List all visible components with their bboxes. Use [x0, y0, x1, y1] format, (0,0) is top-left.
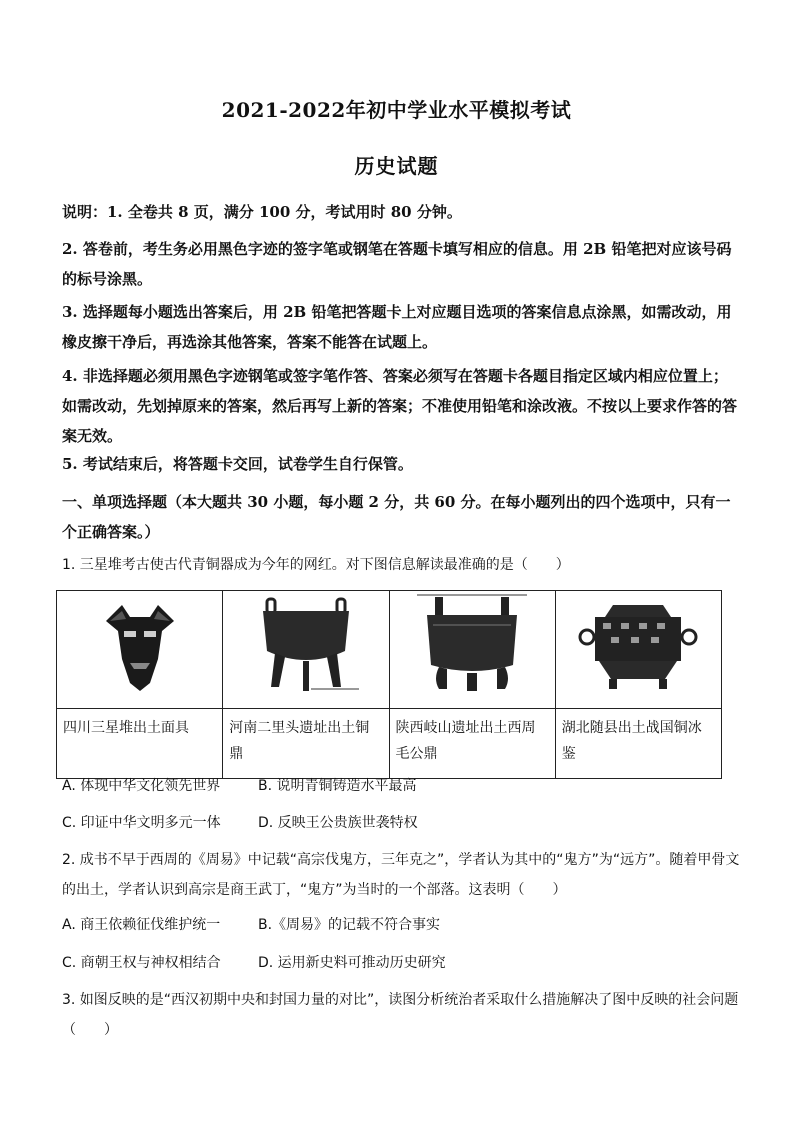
- relic-caption-3: 陕西岐山遗址出土西周毛公鼎: [389, 709, 555, 779]
- question-2-stem: 2. 成书不早于西周的《周易》中记载“高宗伐鬼方，三年克之”，学者认为其中的“鬼方”为“远方”。随着甲骨文的出土，学者认识到高宗是商王武丁，“鬼方”为当时的一个部落。这表明（ ）: [62, 852, 740, 898]
- instruction-5: 5. 考试结束后，将答题卡交回，试卷学生自行保管。: [62, 455, 413, 473]
- relics-table: [56, 590, 722, 779]
- exam-subject: 历史试题: [354, 154, 439, 178]
- exam-title: 2021-2022年初中学业水平模拟考试: [221, 98, 572, 122]
- question-3-stem: 3. 如图反映的是“西汉初期中央和封国力量的对比”，读图分析统治者采取什么措施解决了图中反映的社会问题（ ）: [62, 992, 739, 1038]
- bronze-mask-image: [100, 591, 180, 701]
- q2-option-c[interactable]: C. 商朝王权与神权相结合: [62, 955, 221, 971]
- q2-option-b[interactable]: B.《周易》的记载不符合事实: [258, 917, 441, 933]
- section-heading: 一、单项选择题（本大题共 30 小题，每小题 2 分，共 60 分。在每小题列出的四个选项中，只有一个正确答案。）: [62, 493, 731, 541]
- q1-option-b[interactable]: B. 说明青铜铸造水平最高: [258, 778, 417, 794]
- relic-cell-erlitou: [223, 591, 389, 709]
- maogong-ding-image: [417, 591, 527, 701]
- relic-cell-jian: [555, 591, 721, 709]
- q1-option-c[interactable]: C. 印证中华文明多元一体: [62, 815, 221, 831]
- instruction-1: 说明：1. 全卷共 8 页，满分 100 分，考试用时 80 分钟。: [62, 203, 462, 221]
- relic-caption-1: 四川三星堆出土面具: [57, 709, 223, 779]
- instruction-2: 2. 答卷前，考生务必用黑色字迹的签字笔或钢笔在答题卡填写相应的信息。用 2B 铅笔把对应该号码的标号涂黑。: [62, 240, 732, 288]
- erlitou-ding-image: [251, 591, 361, 701]
- relic-cell-maogong: [389, 591, 555, 709]
- instruction-4: 4. 非选择题必须用黑色字迹钢笔或签字笔作答、答案必须写在答题卡各题目指定区域内相应位置上；如需改动，先划掉原来的答案，然后再写上新的答案；不准使用铅笔和涂改液。不按以上要求作答的答案无效。: [62, 367, 738, 445]
- relic-cell-mask: [57, 591, 223, 709]
- question-1-stem: 1. 三星堆考古使古代青铜器成为今年的网红。对下图信息解读最准确的是（ ）: [62, 557, 570, 573]
- relic-caption-4: 湖北随县出土战国铜冰鉴: [555, 709, 721, 779]
- bronze-ice-jian-image: [573, 591, 703, 701]
- q1-option-a[interactable]: A. 体现中华文化领先世界: [62, 778, 221, 794]
- q2-option-d[interactable]: D. 运用新史料可推动历史研究: [258, 955, 446, 971]
- relic-caption-2: 河南二里头遗址出土铜鼎: [223, 709, 389, 779]
- q1-option-d[interactable]: D. 反映王公贵族世袭特权: [258, 815, 418, 831]
- instruction-3: 3. 选择题每小题选出答案后，用 2B 铅笔把答题卡上对应题目选项的答案信息点涂黑，如需改动，用橡皮擦干净后，再选涂其他答案，答案不能答在试题上。: [62, 303, 732, 351]
- q2-option-a[interactable]: A. 商王依赖征伐维护统一: [62, 917, 221, 933]
